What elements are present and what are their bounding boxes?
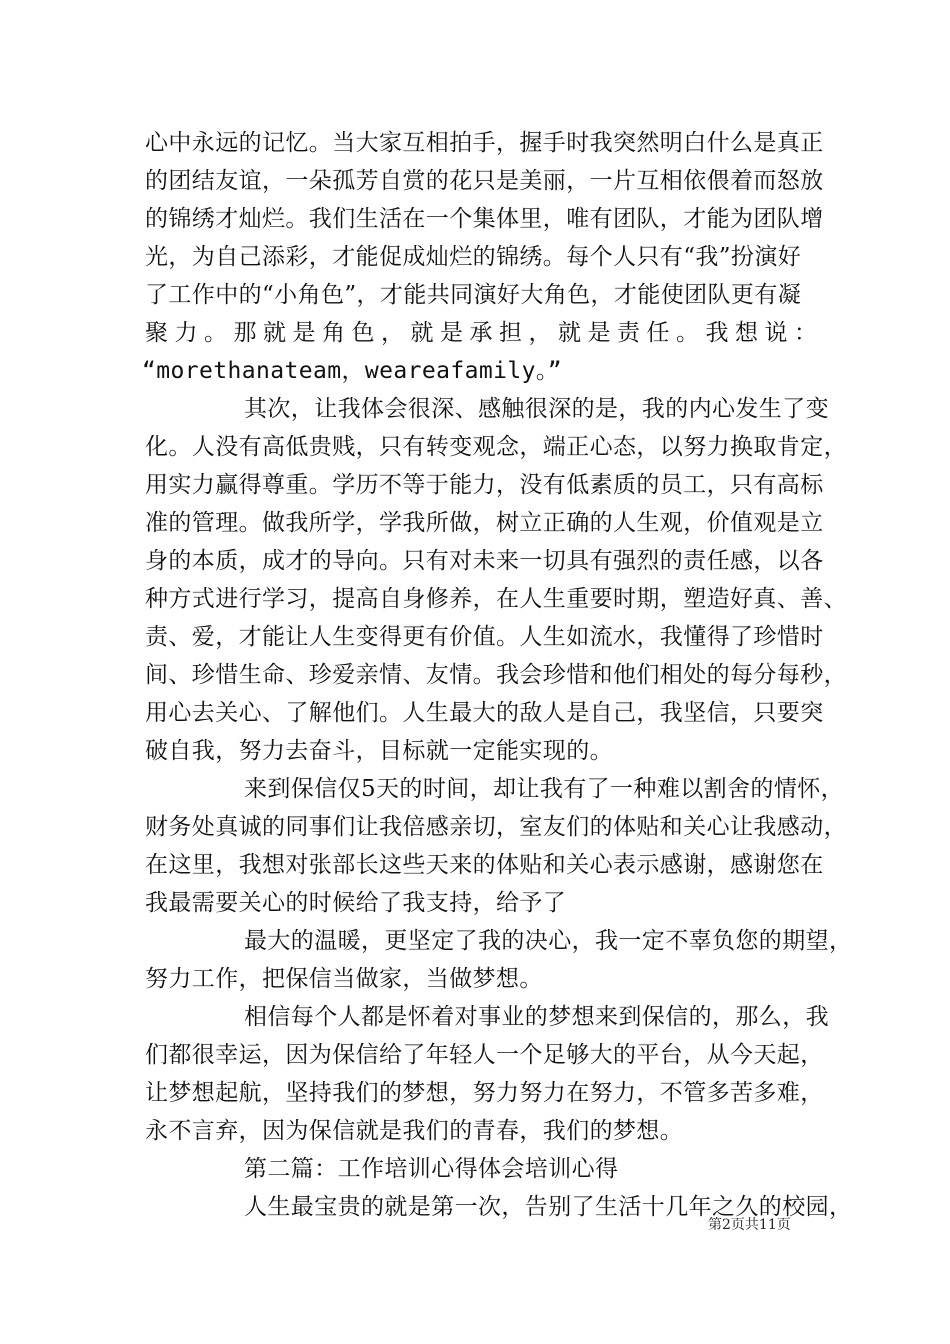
text-line: 了工作中的“小角色”，才能共同演好大角色，才能使团队更有凝 xyxy=(145,282,802,308)
text-line: 用实力赢得尊重。学历不等于能力，没有低素质的员工，只有高标 xyxy=(145,472,824,498)
text-line: 财务处真诚的同事们让我倍感亲切，室友们的体贴和关心让我感动， xyxy=(145,814,847,840)
text-line: 心中永远的记忆。当大家互相拍手，握手时我突然明白什么是真正 xyxy=(145,130,824,156)
text-line: 永不言弃，因为保信就是我们的青春，我们的梦想。 xyxy=(145,1118,684,1144)
paragraph-start: 最大的温暖，更坚定了我的决心，我一定不辜负您的期望， xyxy=(244,928,853,954)
text-line: 让梦想起航，坚持我们的梦想，努力努力在努力，不管多苦多难， xyxy=(145,1080,824,1106)
text-line: 们都很幸运，因为保信给了年轻人一个足够大的平台，从今天起， xyxy=(145,1042,824,1068)
text-line: 化。人没有高低贵贱，只有转变观念，端正心态，以努力换取肯定， xyxy=(145,434,847,460)
text-line: 责、爱，才能让人生变得更有价值。人生如流水，我懂得了珍惜时 xyxy=(145,624,824,650)
text-line: 种方式进行学习，提高自身修养，在人生重要时期，塑造好真、善、 xyxy=(145,586,847,612)
text-line: 的团结友谊，一朵孤芳自赏的花只是美丽，一片互相依偎着而怒放 xyxy=(145,168,824,194)
section-heading: 第二篇：工作培训心得体会培训心得 xyxy=(244,1156,619,1182)
text-line: 准的管理。做我所学，学我所做，树立正确的人生观，价值观是立 xyxy=(145,510,824,536)
paragraph-start: 来到保信仅5天的时间，却让我有了一种难以割舍的情怀， xyxy=(244,776,845,802)
paragraph-start: 相信每个人都是怀着对事业的梦想来到保信的，那么，我 xyxy=(244,1004,829,1030)
text-line: 用心去关心、了解他们。人生最大的敌人是自己，我坚信，只要突 xyxy=(145,700,824,726)
text-line: 身的本质，成才的导向。只有对未来一切具有强烈的责任感，以各 xyxy=(145,548,824,574)
text-line: 在这里，我想对张部长这些天来的体贴和关心表示感谢，感谢您在 xyxy=(145,852,824,878)
text-line: 的锦绣才灿烂。我们生活在一个集体里，唯有团队，才能为团队增 xyxy=(145,206,824,232)
text-line: 间、珍惜生命、珍爱亲情、友情。我会珍惜和他们相处的每分每秒， xyxy=(145,662,847,688)
text-line: 聚力。那就是角色，就是承担，就是责任。我想说： xyxy=(145,320,824,346)
text-line: 努力工作，把保信当做家，当做梦想。 xyxy=(145,966,543,992)
text-line: “morethanateam，weareafamily。” xyxy=(142,358,562,384)
paragraph-start: 其次，让我体会很深、感触很深的是，我的内心发生了变 xyxy=(244,396,829,422)
page-number-footer: 第2页共11页 xyxy=(708,1217,791,1233)
text-line: 破自我，努力去奋斗，目标就一定能实现的。 xyxy=(145,738,613,764)
text-line: 光，为自己添彩，才能促成灿烂的锦绣。每个人只有“我”扮演好 xyxy=(145,244,802,270)
paragraph-start: 人生最宝贵的就是第一次，告别了生活十几年之久的校园， xyxy=(244,1194,853,1220)
text-line: 我最需要关心的时候给了我支持，给予了 xyxy=(145,890,567,916)
